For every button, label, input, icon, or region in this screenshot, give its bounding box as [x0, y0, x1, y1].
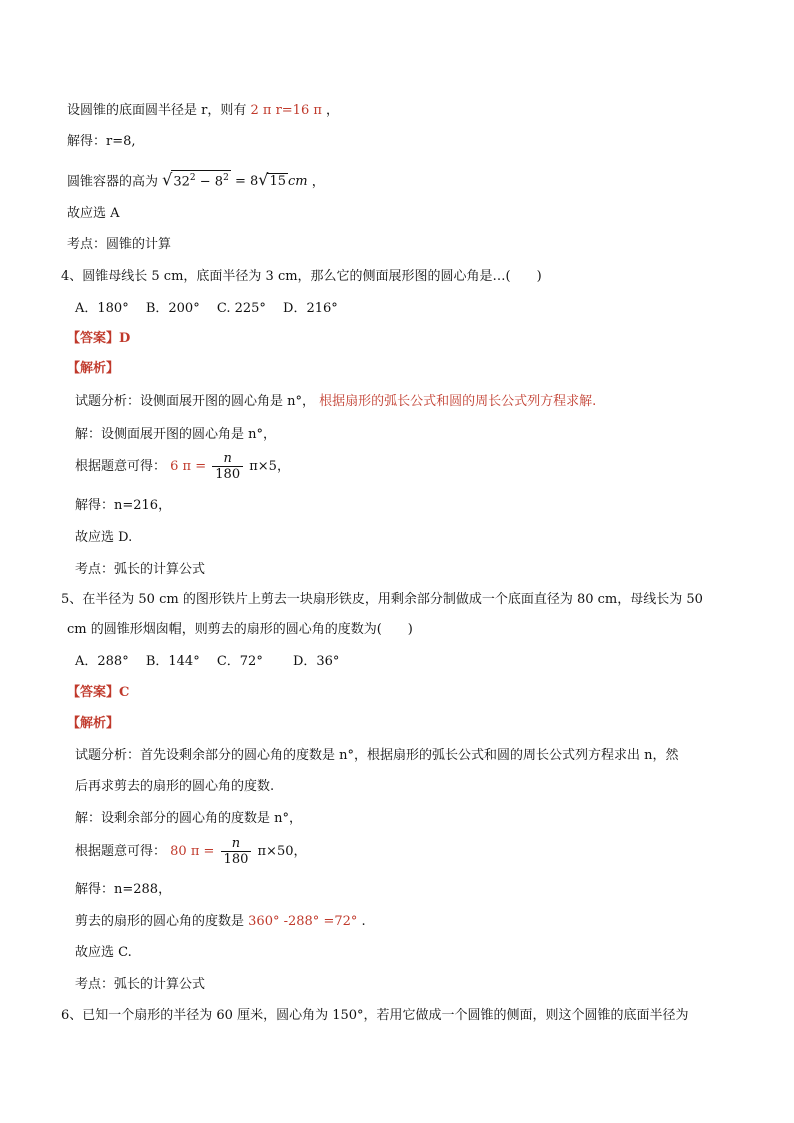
denominator: 180	[215, 467, 241, 482]
text: 根据题意可得：	[75, 844, 167, 859]
solution-line: 后再求剪去的扇形的圆心角的度数.	[75, 779, 275, 794]
solution-line: 故应选 C.	[75, 945, 132, 960]
question-5-options: A．288° B．144° C．72° D．36°	[75, 654, 340, 669]
text: 剪去的扇形的圆心角的度数是	[75, 914, 245, 929]
solution-equation	[75, 836, 307, 867]
solution-line: 故应选 D.	[75, 530, 133, 545]
height-formula: $√32^2 - 8^2 = 8√15$ cm	[162, 170, 308, 190]
solution-line: 考点：圆锥的计算	[67, 237, 172, 252]
solution-equation	[75, 451, 290, 482]
analysis-label: 【解析】	[67, 361, 120, 376]
question-4: 4、圆锥母线长 5 cm，底面半径为 3 cm，那么它的侧面展形图的圆心角是…( )	[61, 269, 542, 284]
numerator: n	[212, 451, 243, 467]
equation-lhs: 6 π =	[170, 459, 207, 474]
answer-label: 【答案】D	[67, 331, 131, 346]
analysis-label: 【解析】	[67, 716, 120, 731]
question-5: 5、在半径为 50 cm 的图形铁片上剪去一块扇形铁皮，用剩余部分制做成一个底面直径为 80 cm，母线长为 50	[61, 592, 703, 607]
equation-lhs: 80 π =	[170, 844, 215, 859]
solution-line: 考点：弧长的计算公式	[75, 562, 206, 577]
answer-label: 【答案】C	[67, 685, 130, 700]
equation-red: 360° -288° =72°	[248, 914, 358, 929]
equation-rhs: π×5，	[249, 459, 290, 474]
solution-line	[67, 170, 325, 190]
radicand: $32^2 - 8^2$	[171, 170, 230, 189]
radical-sign: √	[162, 170, 173, 190]
fraction	[221, 836, 252, 867]
text-red: 根据扇形的弧长公式和圆的周长公式列方程求解.	[319, 394, 597, 409]
question-6: 6、已知一个扇形的半径为 60 厘米，圆心角为 150°，若用它做成一个圆锥的侧面，则这个圆锥的底面半径为	[61, 1008, 689, 1023]
solution-line	[75, 394, 596, 410]
radicand: 15	[269, 174, 286, 190]
text: 圆锥容器的高为	[67, 174, 159, 190]
text: ，	[326, 103, 340, 118]
question-4-options: A．180° B．200° C. 225° D．216°	[75, 301, 338, 316]
solution-line: 解得：r=8,	[67, 134, 136, 149]
solution-line: 试题分析：首先设剩余部分的圆心角的度数是 n°，根据扇形的弧长公式和圆的周长公式列方程求出 n，然	[75, 748, 679, 763]
denominator: 180	[223, 852, 249, 867]
equation-red: 2 π r=16 π	[250, 103, 322, 118]
solution-line: 考点：弧长的计算公式	[75, 977, 206, 992]
solution-line	[67, 103, 339, 119]
numerator: n	[221, 836, 252, 852]
radical-sign: √	[258, 170, 269, 190]
equation-rhs: π×50，	[257, 844, 307, 859]
text: 根据题意可得：	[75, 459, 167, 474]
fraction	[212, 451, 243, 482]
text: 试题分析：设侧面展开图的圆心角是 n°，	[75, 394, 316, 409]
solution-line: 解：设剩余部分的圆心角的度数是 n°，	[75, 811, 303, 826]
solution-line: 解：设侧面展开图的圆心角是 n°，	[75, 427, 277, 442]
solution-line: 故应选 A	[67, 206, 120, 221]
text: .	[361, 914, 366, 929]
solution-line	[75, 914, 366, 930]
text: 设圆锥的底面圆半径是 r，则有	[67, 103, 247, 118]
solution-line: 解得：n=288，	[75, 882, 172, 897]
text: ，	[311, 174, 325, 190]
question-5: cm 的圆锥形烟囱帽，则剪去的扇形的圆心角的度数为( )	[67, 622, 413, 637]
solution-line: 解得：n=216，	[75, 498, 172, 513]
